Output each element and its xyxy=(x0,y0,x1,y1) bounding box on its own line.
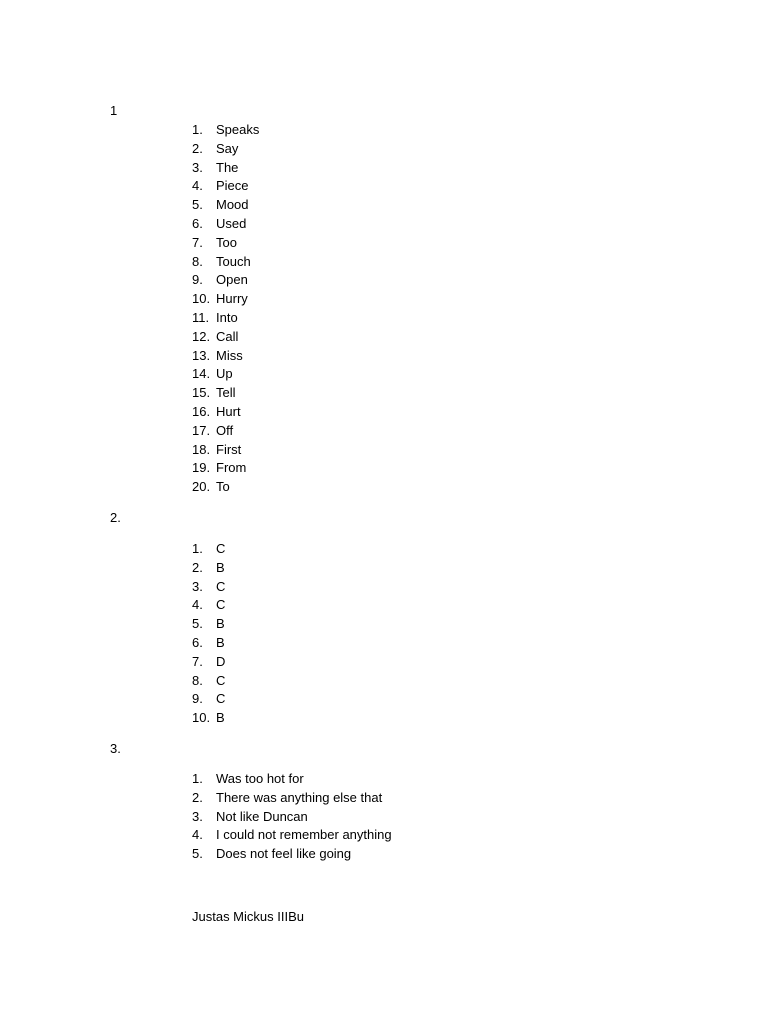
item-answer-text: Mood xyxy=(216,197,249,213)
answer-item xyxy=(192,653,225,672)
item-answer-text: Was too hot for xyxy=(216,771,304,786)
answer-item xyxy=(192,615,225,634)
item-number: 10. xyxy=(192,710,211,726)
answer-item xyxy=(192,121,259,140)
item-number: 17. xyxy=(192,422,211,438)
item-answer-text: Miss xyxy=(216,347,243,363)
answer-item xyxy=(192,559,225,578)
item-answer-text: Used xyxy=(216,215,247,231)
item-answer-text: To xyxy=(216,479,230,495)
item-number: 15. xyxy=(192,385,211,401)
author-signature: Justas Mickus IIIBu xyxy=(192,909,304,924)
item-number: 16. xyxy=(192,403,211,419)
item-number: 5. xyxy=(192,846,203,862)
section-2-answer-list xyxy=(192,540,225,728)
item-answer-text: C xyxy=(216,672,226,688)
item-number: 9. xyxy=(192,272,203,288)
item-answer-text: Call xyxy=(216,328,239,344)
item-answer-text: C xyxy=(216,541,226,556)
item-number: 2. xyxy=(192,140,203,156)
item-number: 7. xyxy=(192,653,203,669)
answer-item xyxy=(192,459,259,478)
answer-item xyxy=(192,478,259,497)
answer-item xyxy=(192,578,225,597)
item-number: 5. xyxy=(192,616,203,632)
answer-item xyxy=(192,690,225,709)
item-number: 1. xyxy=(192,122,203,137)
item-answer-text: Tell xyxy=(216,385,236,401)
answer-item xyxy=(192,309,259,328)
answer-item xyxy=(192,789,392,808)
answer-item xyxy=(192,328,259,347)
section-3-heading: 3. xyxy=(110,741,121,756)
answer-item xyxy=(192,384,259,403)
item-answer-text: First xyxy=(216,441,242,457)
answer-item xyxy=(192,403,259,422)
item-number: 12. xyxy=(192,328,211,344)
answer-item xyxy=(192,540,225,559)
item-answer-text: D xyxy=(216,653,226,669)
item-number: 2. xyxy=(192,789,203,805)
answer-item xyxy=(192,140,259,159)
item-answer-text: Speaks xyxy=(216,122,260,137)
item-answer-text: Hurt xyxy=(216,403,241,419)
answer-item xyxy=(192,196,259,215)
answer-item xyxy=(192,826,392,845)
answer-item xyxy=(192,441,259,460)
item-number: 3. xyxy=(192,159,203,175)
answer-item xyxy=(192,253,259,272)
item-answer-text: C xyxy=(216,691,226,707)
item-answer-text: Up xyxy=(216,366,233,382)
answer-item xyxy=(192,290,259,309)
item-answer-text: Hurry xyxy=(216,291,248,307)
item-number: 20. xyxy=(192,479,211,495)
answer-item xyxy=(192,422,259,441)
item-answer-text: Into xyxy=(216,309,238,325)
item-number: 19. xyxy=(192,460,211,476)
answer-item xyxy=(192,808,392,827)
item-answer-text: B xyxy=(216,634,225,650)
answer-item xyxy=(192,365,259,384)
item-answer-text: B xyxy=(216,559,225,575)
item-answer-text: Too xyxy=(216,234,237,250)
answer-item xyxy=(192,347,259,366)
section-3-answer-list xyxy=(192,770,392,864)
item-number: 8. xyxy=(192,253,203,269)
item-number: 1. xyxy=(192,771,203,786)
item-answer-text: B xyxy=(216,710,225,726)
item-answer-text: Not like Duncan xyxy=(216,808,308,824)
item-answer-text: From xyxy=(216,460,247,476)
item-number: 6. xyxy=(192,215,203,231)
item-number: 8. xyxy=(192,672,203,688)
item-answer-text: Say xyxy=(216,140,239,156)
item-number: 4. xyxy=(192,597,203,613)
answer-item xyxy=(192,234,259,253)
answer-item xyxy=(192,770,392,789)
item-answer-text: C xyxy=(216,578,226,594)
answer-item xyxy=(192,159,259,178)
answer-item xyxy=(192,709,225,728)
answer-item xyxy=(192,271,259,290)
item-answer-text: Open xyxy=(216,272,248,288)
answer-item xyxy=(192,634,225,653)
item-answer-text: C xyxy=(216,597,226,613)
item-answer-text: Off xyxy=(216,422,234,438)
item-number: 1. xyxy=(192,541,203,556)
item-number: 14. xyxy=(192,366,211,382)
item-number: 11. xyxy=(192,309,210,325)
answer-item xyxy=(192,215,259,234)
item-number: 4. xyxy=(192,827,203,843)
item-number: 7. xyxy=(192,234,203,250)
item-answer-text: Piece xyxy=(216,178,249,194)
section-1-answer-list xyxy=(192,121,259,497)
item-answer-text: Does not feel like going xyxy=(216,846,352,862)
answer-item xyxy=(192,596,225,615)
section-1-heading: 1 xyxy=(110,103,118,118)
item-number: 5. xyxy=(192,197,203,213)
item-number: 13. xyxy=(192,347,211,363)
item-answer-text: B xyxy=(216,616,225,632)
item-number: 18. xyxy=(192,441,211,457)
item-number: 3. xyxy=(192,578,203,594)
item-number: 2. xyxy=(192,559,203,575)
answer-item xyxy=(192,672,225,691)
answer-item xyxy=(192,845,392,864)
item-answer-text: Touch xyxy=(216,253,251,269)
item-number: 9. xyxy=(192,691,203,707)
item-number: 4. xyxy=(192,178,203,194)
answer-item xyxy=(192,177,259,196)
item-answer-text: The xyxy=(216,159,239,175)
item-answer-text: There was anything else that xyxy=(216,789,383,805)
item-number: 10. xyxy=(192,291,211,307)
item-number: 6. xyxy=(192,634,203,650)
item-number: 3. xyxy=(192,808,203,824)
section-2-heading: 2. xyxy=(110,510,121,525)
item-answer-text: I could not remember anything xyxy=(216,827,392,843)
